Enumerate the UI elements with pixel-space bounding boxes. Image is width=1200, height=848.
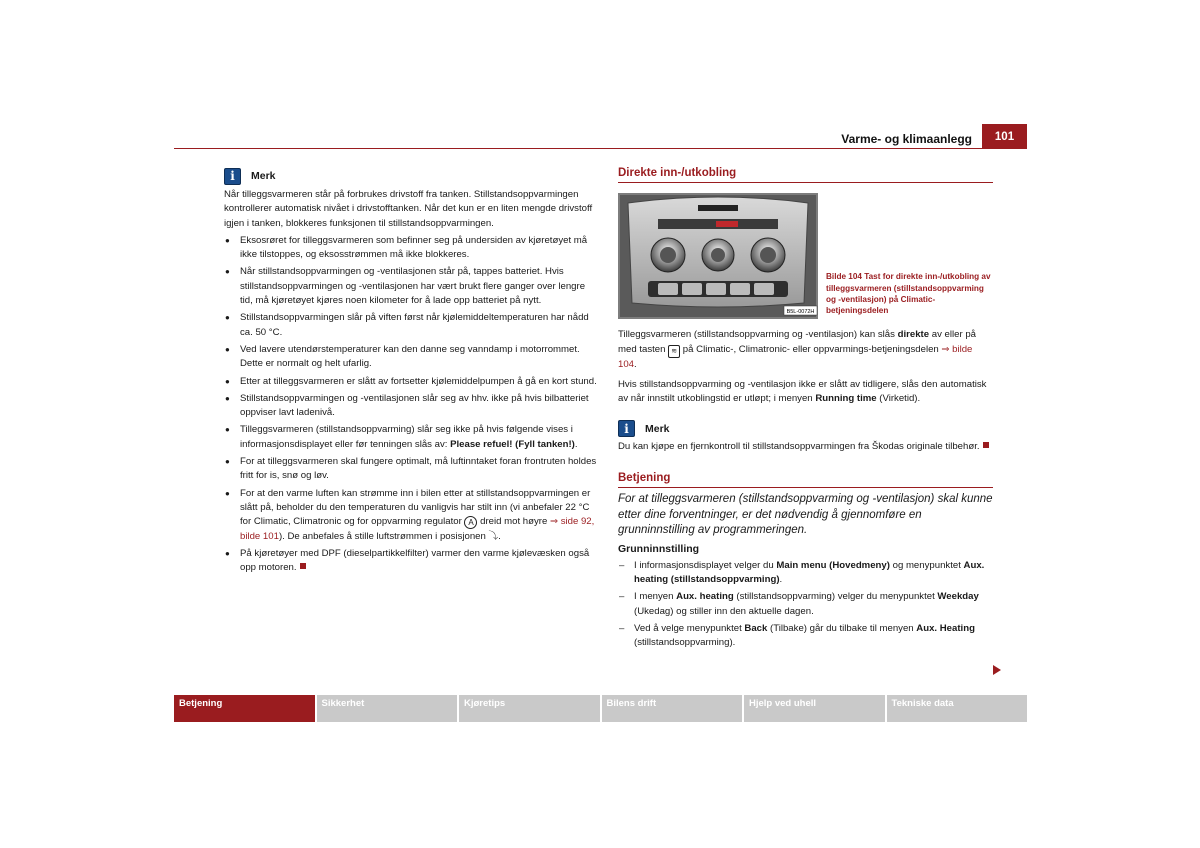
subheading-basic-setting: Grunninnstilling — [618, 542, 700, 555]
left-column — [224, 168, 597, 578]
climate-panel-figure — [618, 193, 818, 319]
note-bullet — [224, 487, 597, 544]
text: I informasjonsdisplayet velger du — [634, 559, 777, 571]
note-bullet: ● Ved lavere utendørstemperaturer kan den danne seg vanndamp i motorrommet. Dette er normalt og helt ufarlig. — [224, 343, 597, 372]
note-header — [224, 168, 597, 185]
note-bullet: ● For at tilleggsvarmeren skal fungere optimalt, må luftinntaket foran frontruten holdes fritt for is, snø og løv. — [224, 455, 597, 484]
airflow-position-icon: ⤵ — [488, 530, 499, 542]
chapter-tabs — [174, 695, 1027, 722]
note-title: Merk — [251, 170, 276, 183]
text-bold: Running time — [815, 393, 877, 405]
tab-hjelp-ved-uhell[interactable]: Hjelp ved uhell — [744, 695, 885, 722]
figure-code: B5L-0072H — [786, 309, 815, 316]
section-end-marker — [300, 563, 306, 569]
text: (Tilbake) går du tilbake til menyen — [767, 623, 917, 635]
continue-arrow-icon — [993, 665, 1001, 675]
section-title-direct-switch: Direkte inn-/utkobling — [618, 166, 993, 183]
section-end-marker — [983, 442, 989, 448]
header-divider — [174, 148, 1027, 149]
heater-button-icon: ≋ — [668, 345, 680, 358]
running-header-title: Varme- og klimaanlegg — [841, 132, 972, 146]
note-bullet: ● Stillstandsoppvarmingen og -ventilasjonen slår seg av hhv. ikke på hvis bilbatteriet oppviser lavt ladenivå. — [224, 392, 597, 421]
instruction-step — [618, 622, 993, 651]
tab-sikkerhet[interactable]: Sikkerhet — [317, 695, 458, 722]
text-bold: Aux. heating — [676, 591, 734, 603]
tab-betjening[interactable]: Betjening — [174, 695, 315, 722]
text-bold: Main menu (Hovedmeny) — [776, 559, 890, 571]
text-bold: Weekday — [937, 591, 979, 603]
text: Tilleggsvarmeren (stillstandsoppvarming og -ventilasjon) kan slås — [618, 329, 898, 341]
section-title-operation: Betjening — [618, 471, 993, 488]
note-text — [618, 440, 993, 454]
text: (Ukedag) og stiller inn den aktuelle dagen. — [634, 605, 814, 617]
note-header — [618, 420, 993, 437]
text: . — [574, 438, 578, 450]
instruction-step — [618, 559, 993, 588]
text-bold: Aux. Heating — [916, 623, 975, 635]
text: på Climatic-, Climatronic- eller oppvarmings-betjeningsdelen — [680, 343, 942, 355]
note-bullet: ● Når stillstandsoppvarmingen og -ventilasjonen står på, tappes batteriet. Hvis stillstandsoppvarmingen og -ventilasjonen har vært brukt flere ganger over lengre tid, må kjøretøyet kjøres noen kilometer for å lade opp batteriet på nytt. — [224, 265, 597, 308]
tab-kjoretips[interactable]: Kjøretips — [459, 695, 600, 722]
text-bold: Back — [744, 623, 768, 635]
text: Du kan kjøpe en fjernkontroll til stillstandsoppvarmingen fra Škodas originale tilbehør. — [618, 441, 980, 453]
right-column — [618, 166, 993, 654]
text: I menyen — [634, 591, 677, 603]
figure-block — [618, 193, 993, 319]
info-icon: i — [224, 168, 241, 185]
text: og menypunktet — [889, 559, 964, 571]
note-bullet: ● Eksosrøret for tilleggsvarmeren som befinner seg på undersiden av kjøretøyet må ikke tilstoppes, og eksosstrømmen må ikke blokkeres. — [224, 234, 597, 263]
tab-bilens-drift[interactable]: Bilens drift — [602, 695, 743, 722]
note-bullet — [224, 423, 597, 452]
instruction-step — [618, 590, 993, 619]
text: . — [779, 574, 783, 586]
text: (stillstandsoppvarming) velger du menypunktet — [733, 591, 938, 603]
text-bold: Aux. heating (stillstandsoppvarming) — [634, 559, 985, 586]
figure-reference-link[interactable]: ⇒ bilde 104 — [618, 343, 973, 370]
note-title: Merk — [645, 422, 670, 435]
text: . — [498, 530, 501, 542]
text: . — [634, 358, 637, 370]
text-bold: direkte — [897, 329, 930, 341]
text: ). De anbefales å stille luftstrømmen i posisjonen — [278, 530, 489, 542]
note-intro: Når tilleggsvarmeren står på forbrukes drivstoff fra tanken. Stillstandsoppvarmingen kontrollerer automatisk nivået i drivstofftanken. Når det kun er en liten mengde drivstoff igjen i tanken, blokkeres funksjonen til stillstandsoppvarmingen. — [224, 189, 593, 229]
text: (stillstandsoppvarming). — [634, 637, 736, 649]
note-bullet: ● Stillstandsoppvarmingen slår på viften først når kjølemiddeltemperaturen har nådd ca. 50 °C. — [224, 311, 597, 340]
paragraph — [618, 328, 993, 372]
lead-paragraph: For at tilleggsvarmeren (stillstandsoppvarming og -ventilasjon) skal kunne etter dine forventninger, er det nødvendig å gjennomføre en grunninnstilling av programmeringen. — [618, 493, 993, 537]
regulator-a-symbol: A — [464, 516, 477, 529]
paragraph — [618, 378, 993, 407]
note-bullet: ● Etter at tilleggsvarmeren er slått av fortsetter kjølemiddelpumpen å gå en kort stund. — [224, 375, 597, 389]
display-message: Please refuel! (Fyll tanken!) — [450, 438, 575, 450]
text: Tilleggsvarmeren (stillstandsoppvarming) slår seg ikke på hvis følgende vises i informasjonsdisplayet eller før tenningen slås av: — [240, 424, 573, 450]
text: Ved å velge menypunktet — [634, 623, 745, 635]
text: Hvis stillstandsoppvarming og -ventilasjon ikke er slått av tidligere, slås den automatisk av når innstilt utkoblingstid er utløpt; i menyen — [618, 378, 987, 405]
page-number: 101 — [982, 124, 1027, 149]
text: dreid mot høyre — [477, 516, 550, 528]
tab-tekniske-data[interactable]: Tekniske data — [887, 695, 1028, 722]
text: På kjøretøyer med DPF (dieselpartikkelfilter) varmer den varme kjølevæsken også opp motoren. — [240, 547, 590, 574]
figure-caption: Bilde 104 Tast for direkte inn-/utkobling av tilleggsvarmeren (stillstandsoppvarming og -ventilasjon) på Climatic-betjeningsdelen — [826, 272, 991, 315]
info-icon: i — [618, 420, 635, 437]
note-bullet — [224, 547, 597, 576]
text: av eller på med tasten — [618, 329, 976, 355]
page-reference-link[interactable]: ⇒ side 92, bilde 101 — [240, 516, 595, 542]
text: For at den varme luften kan strømme inn i bilen etter at stillstandsoppvarmingen er slått på, beholder du den temperaturen du vanligvis har stilt inn (vi anbefaler 22 °C for Climatic, Climatronic og for oppvarming regulator — [240, 487, 591, 528]
text: (Virketid). — [876, 393, 921, 405]
climate-panel-illustration — [618, 193, 818, 319]
